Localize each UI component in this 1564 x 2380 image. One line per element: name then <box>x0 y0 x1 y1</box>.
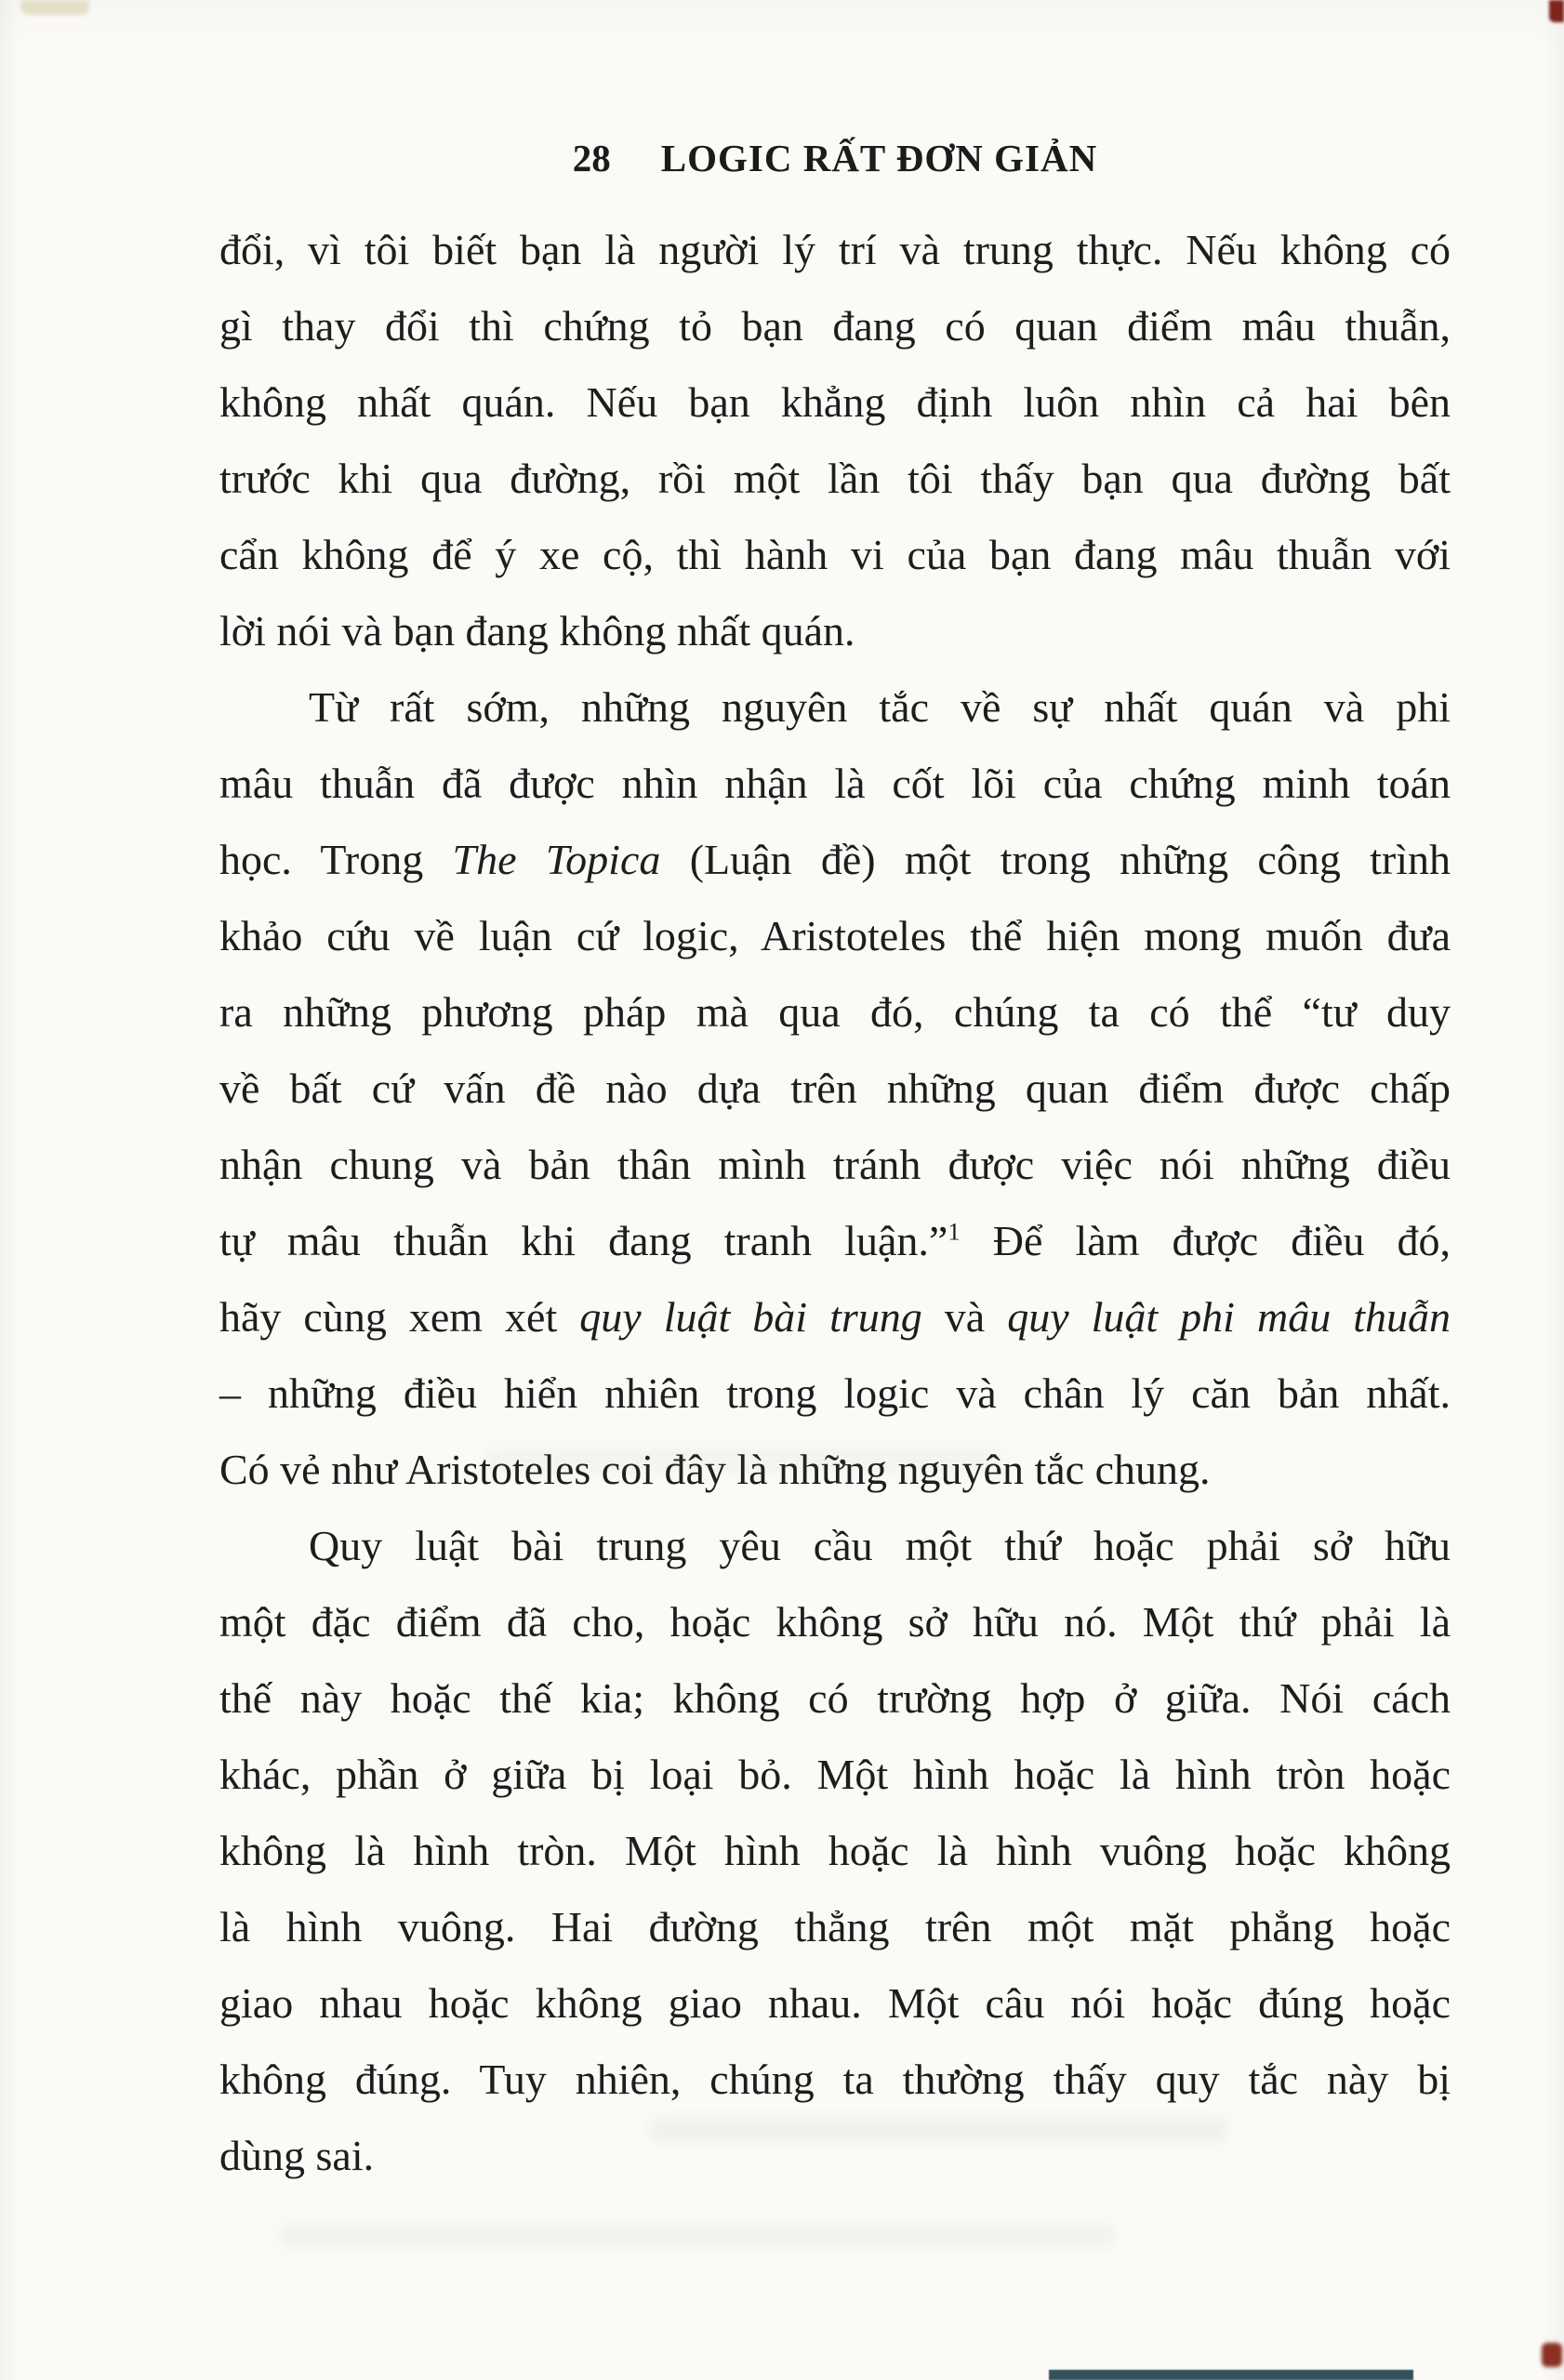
text-line: dùng sai. <box>219 2132 375 2179</box>
page-number: 28 <box>572 137 611 179</box>
text-line: không nhất quán. Nếu bạn khẳng định luôn nhìn cả hai bên <box>219 378 1451 426</box>
text-line: nhận chung và bản thân mình tránh được việc nói những điều <box>219 1141 1451 1188</box>
text-line: hãy cùng xem xét quy luật bài trung và quy luật phi mâu thuẫn <box>219 1293 1451 1341</box>
text-line: không đúng. Tuy nhiên, chúng ta thường thấy quy tắc này bị <box>219 2056 1451 2103</box>
text-line: tự mâu thuẫn khi đang tranh luận.”$^1$ Để làm được điều đó, <box>219 1217 1451 1264</box>
text-line: trước khi qua đường, rồi một lần tôi thấy bạn qua đường bất <box>219 455 1451 502</box>
text-line: khác, phần ở giữa bị loại bỏ. Một hình hoặc là hình tròn hoặc <box>219 1751 1451 1798</box>
text-line: là hình vuông. Hai đường thẳng trên một mặt phẳng hoặc <box>219 1903 1451 1950</box>
scan-smudge-artifact <box>20 0 89 15</box>
text-line: đổi, vì tôi biết bạn là người lý trí và trung thực. Nếu không có <box>219 226 1451 273</box>
text-line: không là hình tròn. Một hình hoặc là hình vuông hoặc không <box>219 1827 1451 1874</box>
text-line: ra những phương pháp mà qua đó, chúng ta có thể “tư duy <box>219 988 1451 1036</box>
ghost-text-artifact <box>279 2224 1116 2248</box>
text-line: cẩn không để ý xe cộ, thì hành vi của bạn đang mâu thuẫn với <box>219 531 1451 578</box>
book-title: LOGIC RẤT ĐƠN GIẢN <box>660 137 1098 179</box>
text-line: Từ rất sớm, những nguyên tắc về sự nhất quán và phi <box>309 683 1451 731</box>
text-line: gì thay đổi thì chứng tỏ bạn đang có quan điểm mâu thuẫn, <box>219 302 1451 350</box>
text-line: một đặc điểm đã cho, hoặc không sở hữu nó. Một thứ phải là <box>219 1598 1451 1646</box>
running-head <box>219 136 1451 180</box>
text-line: – những điều hiển nhiên trong logic và chân lý căn bản nhất. <box>219 1369 1451 1417</box>
text-line: Quy luật bài trung yêu cầu một thứ hoặc phải sở hữu <box>309 1522 1451 1569</box>
text-line: Có vẻ như Aristoteles coi đây là những nguyên tắc chung. <box>219 1446 1211 1493</box>
text-line: thế này hoặc thế kia; không có trường hợp ở giữa. Nói cách <box>219 1674 1451 1722</box>
page-body-text <box>219 212 1451 2194</box>
text-line: giao nhau hoặc không giao nhau. Một câu nói hoặc đúng hoặc <box>219 1979 1451 2027</box>
scan-edge-mark <box>1549 0 1564 22</box>
scan-edge-bar <box>1049 2370 1413 2380</box>
text-line: về bất cứ vấn đề nào dựa trên những quan điểm được chấp <box>219 1064 1451 1112</box>
text-line: mâu thuẫn đã được nhìn nhận là cốt lõi của chứng minh toán <box>219 760 1451 807</box>
text-line: khảo cứu về luận cứ logic, Aristoteles thể hiện mong muốn đưa <box>219 912 1451 959</box>
text-line: lời nói và bạn đang không nhất quán. <box>219 607 855 654</box>
scan-edge-mark <box>1542 2343 1562 2367</box>
text-line: học. Trong The Topica (Luận đề) một trong những công trình <box>219 836 1451 883</box>
